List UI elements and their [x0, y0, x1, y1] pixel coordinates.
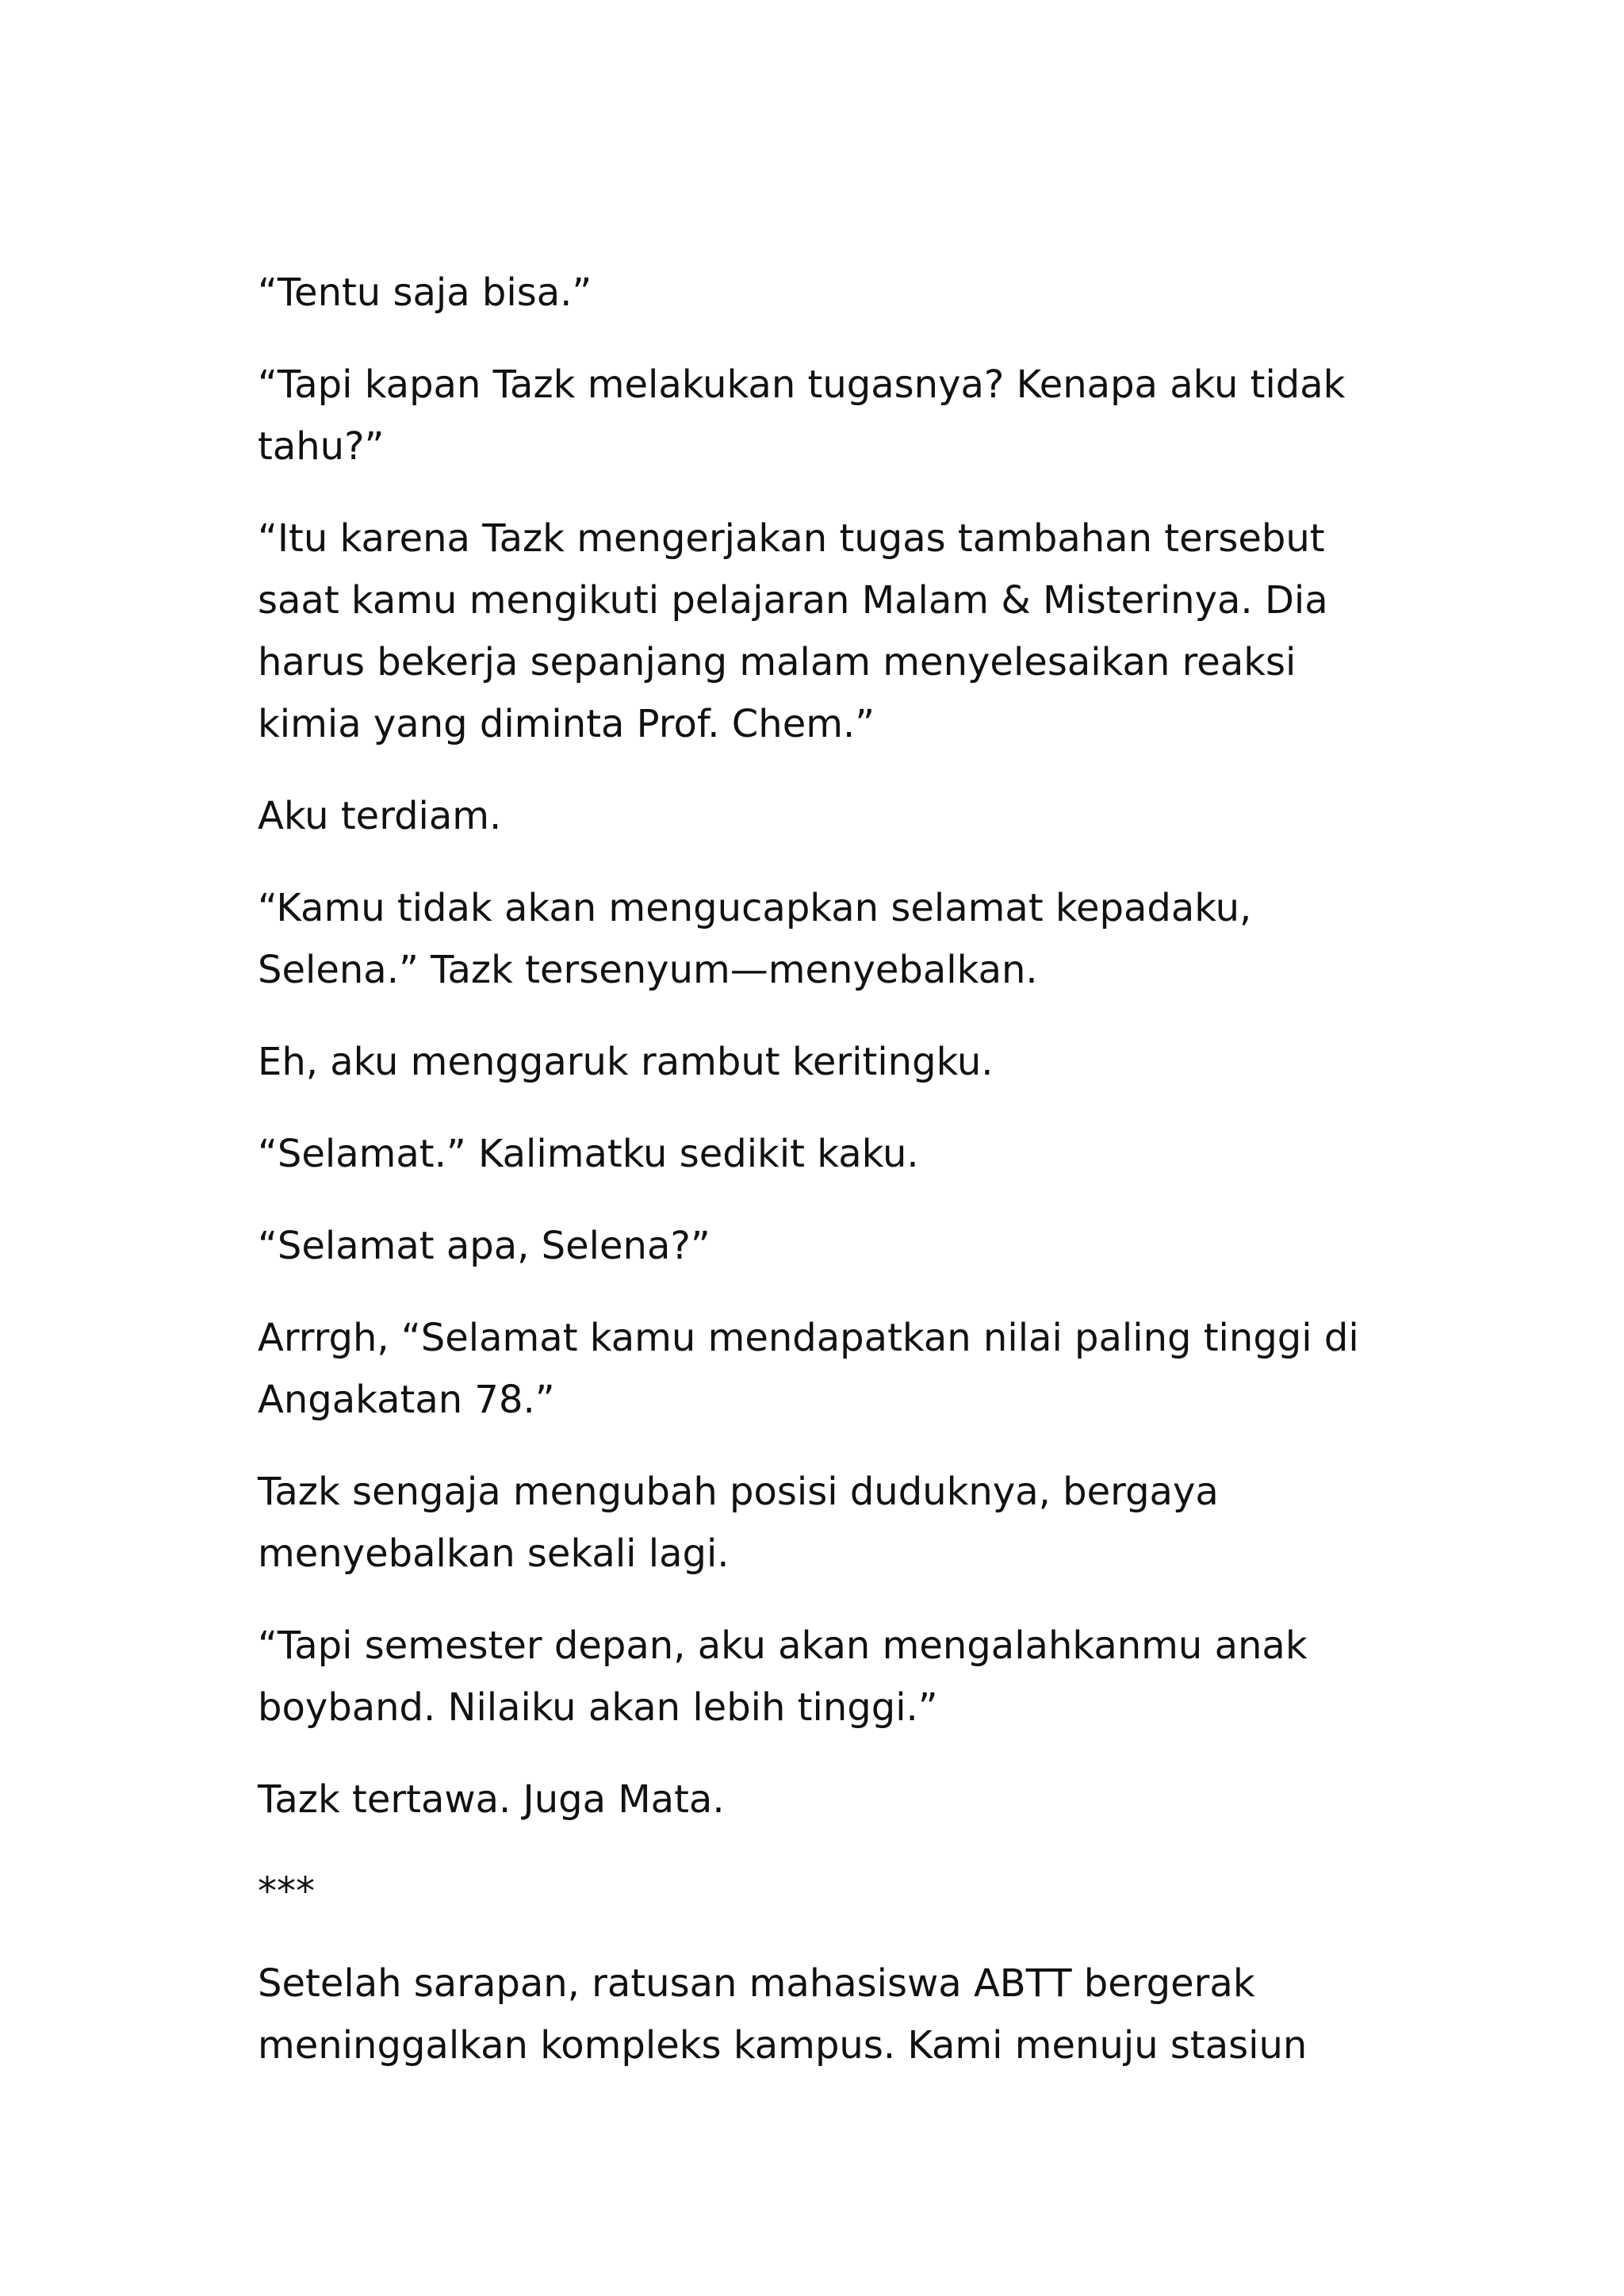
text-body — [258, 262, 1400, 2106]
paragraph: “Tapi kapan Tazk melakukan tugasnya? Kenapa aku tidak tahu?” — [258, 362, 1346, 469]
paragraph: “Selamat apa, Selena?” — [258, 1224, 710, 1268]
paragraph: “Tentu saja bisa.” — [258, 270, 592, 315]
paragraph: Tazk tertawa. Juga Mata. — [258, 1777, 725, 1822]
paragraph: Aku terdiam. — [258, 794, 502, 838]
paragraph: Tazk sengaja mengubah posisi duduknya, bergaya menyebalkan sekali lagi. — [258, 1470, 1219, 1576]
paragraph: Eh, aku menggaruk rambut keritingku. — [258, 1040, 994, 1084]
paragraph: “Kamu tidak akan mengucapkan selamat kepadaku, Selena.” Tazk tersenyum—menyebalkan. — [258, 886, 1252, 992]
paragraph: Arrrgh, “Selamat kamu mendapatkan nilai paling tinggi di Angakatan 78.” — [258, 1316, 1359, 1422]
paragraph: Setelah sarapan, ratusan mahasiswa ABTT bergerak meninggalkan kompleks kampus. Kami menuju stasiun — [258, 1961, 1308, 2068]
paragraph: “Selamat.” Kalimatku sedikit kaku. — [258, 1132, 919, 1176]
paragraph: “Itu karena Tazk mengerjakan tugas tambahan tersebut saat kamu mengikuti pelajaran Malam & Misterinya. Dia harus bekerja sepanjang malam menyelesaikan reaksi kimia yang diminta Prof. Chem.” — [258, 516, 1328, 746]
paragraph: “Tapi semester depan, aku akan mengalahkanmu anak boyband. Nilaiku akan lebih tinggi.” — [258, 1623, 1308, 1730]
scene-break: *** — [258, 1869, 315, 1914]
